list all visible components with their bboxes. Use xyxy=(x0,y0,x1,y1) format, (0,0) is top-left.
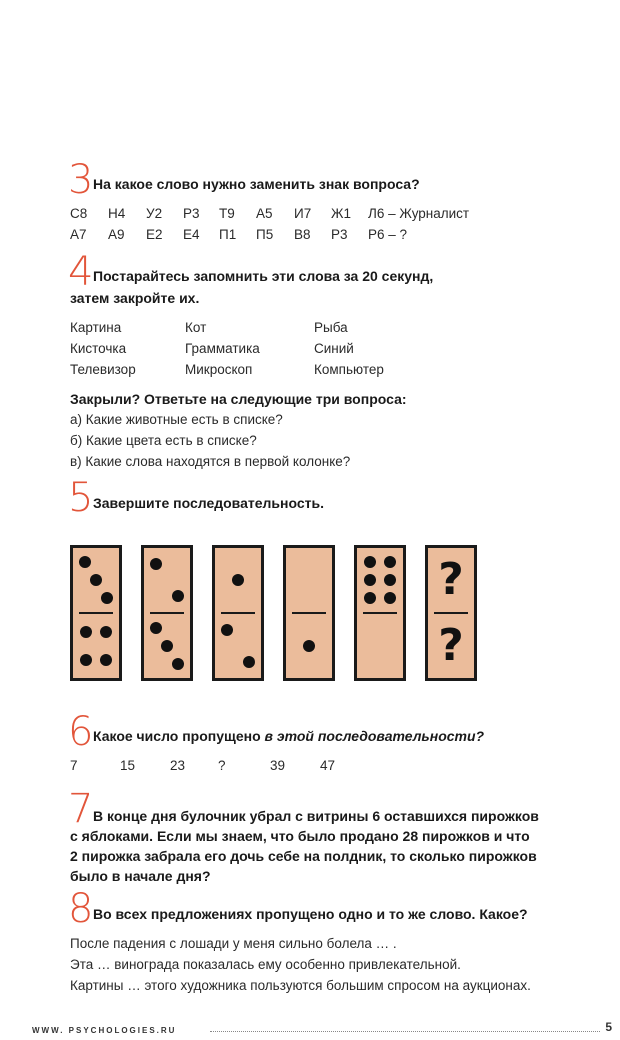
domino-pip xyxy=(221,624,233,636)
question-4-followup-title: Закрыли? Ответьте на следующие три вопроса: xyxy=(70,391,407,407)
q3-row2-cell: П1 xyxy=(219,227,237,242)
q3-row2-cell: В8 xyxy=(294,227,311,242)
domino-tile xyxy=(354,545,406,681)
question-6-title xyxy=(93,726,484,747)
question-6-number: 6 xyxy=(68,709,94,755)
q3-row2-cell: Р3 xyxy=(331,227,348,242)
q4-word: Кисточка xyxy=(70,341,127,356)
question-8-title: Во всех предложениях пропущено одно и то же слово. Какое? xyxy=(93,906,528,922)
domino-pip xyxy=(80,626,92,638)
domino-question-mark: ? xyxy=(438,620,464,671)
q3-row2-cell: Е2 xyxy=(146,227,163,242)
q4-word: Компьютер xyxy=(314,362,384,377)
q6-sequence-item: 23 xyxy=(170,758,186,773)
q3-row1-cell: Л6 – Журналист xyxy=(368,206,470,221)
q4-word: Кот xyxy=(185,320,207,335)
domino-pip xyxy=(303,640,315,652)
q3-row1-cell: Н4 xyxy=(108,206,126,221)
question-8-number: 8 xyxy=(68,886,94,932)
question-6-title-plain: Какое число пропущено xyxy=(93,728,265,744)
question-6-title-italic: в этой последовательности? xyxy=(264,728,485,744)
question-8-sentence-2: Эта … винограда показалась ему особенно привлекательной. xyxy=(70,957,461,972)
q3-row2-cell: Р6 – ? xyxy=(368,227,408,242)
question-7-line1: В конце дня булочник убрал с витрины 6 оставшихся пирожков xyxy=(93,808,539,824)
domino-pip xyxy=(150,622,162,634)
domino-pip xyxy=(80,654,92,666)
q4-word: Рыба xyxy=(314,320,348,335)
domino-tile xyxy=(141,545,193,681)
domino-question-mark: ? xyxy=(438,554,464,605)
question-4-subquestion-c: в) Какие слова находятся в первой колонке? xyxy=(70,454,351,469)
question-8-sentence-3: Картины … этого художника пользуются большим спросом на аукционах. xyxy=(70,978,531,993)
question-4-title-line1: Постарайтесь запомнить эти слова за 20 секунд, xyxy=(93,268,434,284)
domino-pip xyxy=(172,658,184,670)
q3-row2-cell: А9 xyxy=(108,227,125,242)
domino-pip xyxy=(232,574,244,586)
domino-pip xyxy=(101,592,113,604)
question-3-number: 3 xyxy=(68,157,94,203)
domino-pip xyxy=(172,590,184,602)
domino-divider xyxy=(221,612,255,614)
domino-pip xyxy=(364,556,376,568)
q3-row1-cell: Р3 xyxy=(183,206,200,221)
domino-divider xyxy=(150,612,184,614)
question-4-number: 4 xyxy=(68,249,94,295)
question-7-line4: было в начале дня? xyxy=(70,868,211,884)
footer-dotted-rule xyxy=(210,1031,600,1032)
domino-pip xyxy=(384,574,396,586)
domino-pip xyxy=(384,592,396,604)
domino-pip xyxy=(243,656,255,668)
domino-pip xyxy=(150,558,162,570)
domino-pip xyxy=(384,556,396,568)
domino-pip xyxy=(100,654,112,666)
q3-row2-cell: Е4 xyxy=(183,227,200,242)
q6-sequence-item: ? xyxy=(218,758,226,773)
footer-website-url: WWW. PSYCHOLOGIES.RU xyxy=(32,1026,177,1035)
q3-row2-cell: А7 xyxy=(70,227,87,242)
question-7-line3: 2 пирожка забрала его дочь себе на полдник, то сколько пирожков xyxy=(70,848,537,864)
domino-tile xyxy=(70,545,122,681)
domino-divider xyxy=(434,612,468,614)
q4-word: Грамматика xyxy=(185,341,260,356)
domino-tile xyxy=(212,545,264,681)
domino-pip xyxy=(161,640,173,652)
question-7-line2: с яблоками. Если мы знаем, что было продано 28 пирожков и что xyxy=(70,828,530,844)
domino-pip xyxy=(100,626,112,638)
question-4-title-line2: затем закройте их. xyxy=(70,290,200,306)
q3-row1-cell: У2 xyxy=(146,206,163,221)
domino-tile xyxy=(425,545,477,681)
q4-word: Микроскоп xyxy=(185,362,253,377)
q3-row1-cell: С8 xyxy=(70,206,88,221)
domino-divider xyxy=(292,612,326,614)
question-3-title: На какое слово нужно заменить знак вопроса? xyxy=(93,176,420,192)
q4-word: Картина xyxy=(70,320,122,335)
q4-word: Синий xyxy=(314,341,354,356)
domino-pip xyxy=(79,556,91,568)
domino-pip xyxy=(364,592,376,604)
question-5-number: 5 xyxy=(68,475,94,521)
q6-sequence-item: 47 xyxy=(320,758,336,773)
domino-pip xyxy=(90,574,102,586)
domino-divider xyxy=(363,612,397,614)
page-number: 5 xyxy=(605,1020,612,1034)
q3-row1-cell: Т9 xyxy=(219,206,235,221)
domino-divider xyxy=(79,612,113,614)
q6-sequence-item: 39 xyxy=(270,758,286,773)
q3-row1-cell: Ж1 xyxy=(331,206,351,221)
domino-pip xyxy=(364,574,376,586)
question-7-number: 7 xyxy=(68,786,94,832)
q3-row1-cell: А5 xyxy=(256,206,273,221)
domino-tile xyxy=(283,545,335,681)
q6-sequence-item: 7 xyxy=(70,758,78,773)
question-8-sentence-1: После падения с лошади у меня сильно болела … . xyxy=(70,936,397,951)
question-5-title: Завершите последовательность. xyxy=(93,495,324,511)
question-4-subquestion-b: б) Какие цвета есть в списке? xyxy=(70,433,257,448)
q6-sequence-item: 15 xyxy=(120,758,136,773)
q4-word: Телевизор xyxy=(70,362,136,377)
question-4-subquestion-a: а) Какие животные есть в списке? xyxy=(70,412,283,427)
q3-row2-cell: П5 xyxy=(256,227,274,242)
q3-row1-cell: И7 xyxy=(294,206,312,221)
